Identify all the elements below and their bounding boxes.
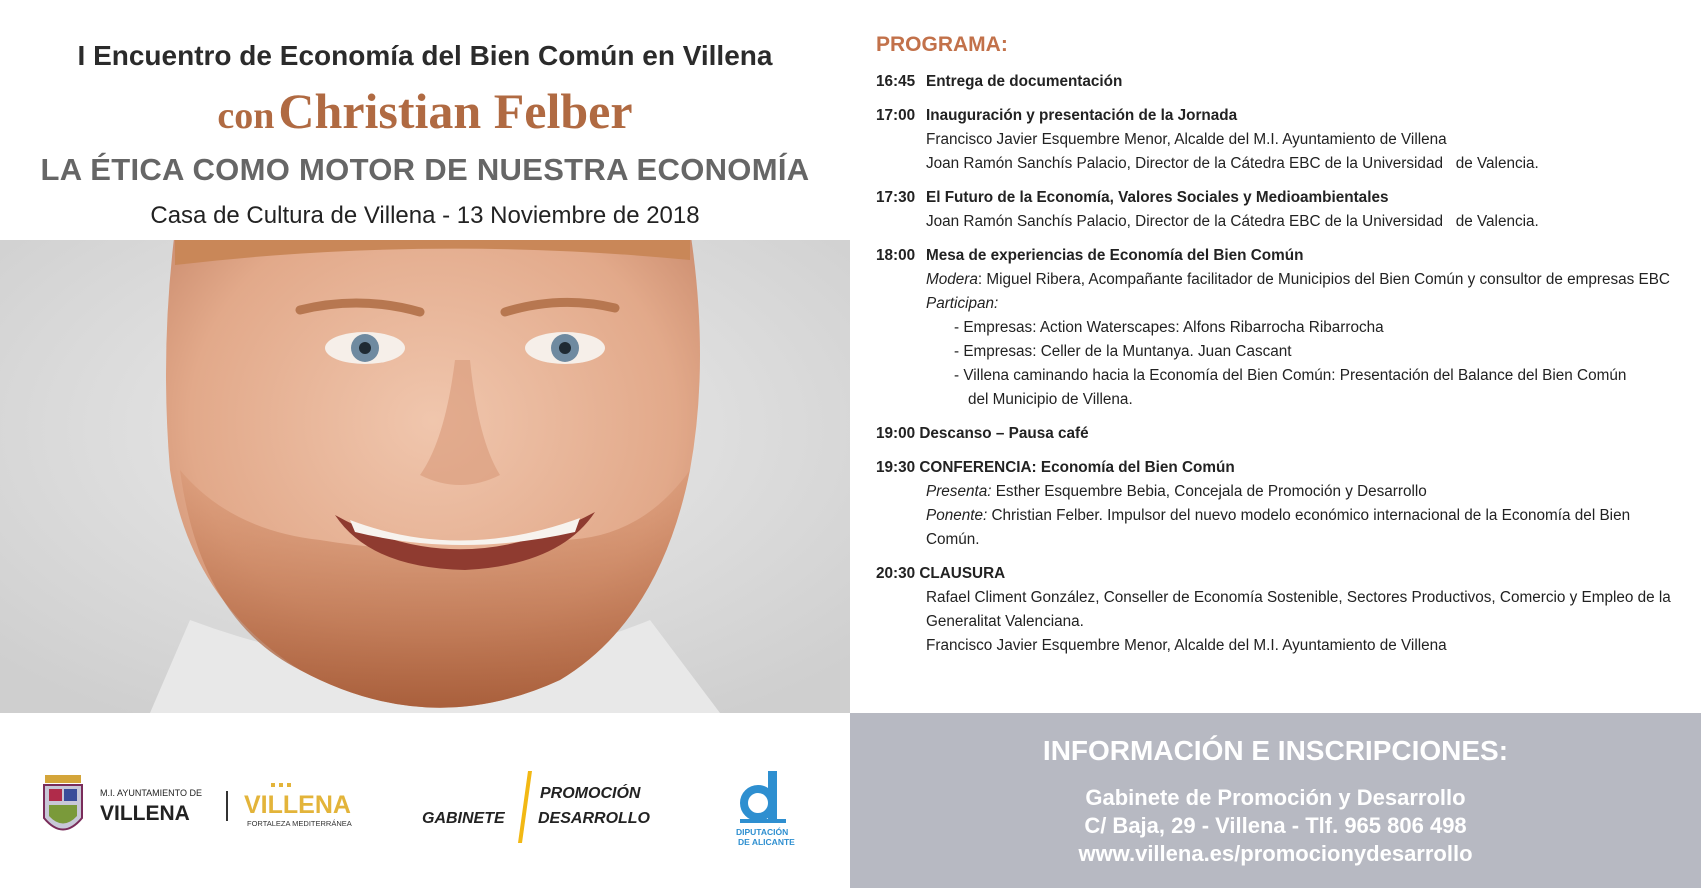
program-item [876, 456, 1676, 552]
gabinete-slash-icon [518, 771, 532, 843]
item-title: Mesa de experiencias de Economía del Bien Común [926, 247, 1304, 264]
item-detail: Joan Ramón Sanchís Palacio, Director de la Cátedra EBC de la Universidad de Valencia. [926, 213, 1539, 230]
event-title: I Encuentro de Economía del Bien Común en Villena [77, 40, 773, 71]
villena-dots-icon [271, 783, 291, 787]
villena-brand: VILLENA [244, 791, 351, 819]
diputacion-line2: DE ALICANTE [738, 837, 795, 847]
participan-label: Participan: [926, 295, 999, 312]
info-heading: INFORMACIÓN E INSCRIPCIONES: [1042, 735, 1509, 766]
promocion-label: PROMOCIÓN [540, 785, 641, 802]
speaker-name: Christian Felber [278, 83, 633, 139]
ayuntamiento-big: VILLENA [100, 802, 190, 825]
event-subtitle: LA ÉTICA COMO MOTOR DE NUESTRA ECONOMÍA [40, 152, 810, 187]
item-detail: Francisco Javier Esquembre Menor, Alcalde del M.I. Ayuntamiento de Villena [926, 637, 1447, 654]
item-detail [876, 504, 1676, 552]
item-detail: Rafael Climent González, Conseller de Economía Sostenible, Sectores Productivos, Comercio y Empleo de la Generalitat Valenciana. [926, 589, 1671, 630]
info-website[interactable]: www.villena.es/promocionydesarrollo [1078, 841, 1473, 866]
item-time: 17:00 [876, 107, 916, 124]
ponente-text: Christian Felber. Impulsor del nuevo modelo económico internacional de la Economía del Bien Común. [926, 507, 1631, 548]
item-title: Inauguración y presentación de la Jornada [926, 107, 1238, 124]
left-panel [0, 0, 850, 888]
item-detail [876, 292, 1676, 316]
desarrollo-label: DESARROLLO [538, 810, 650, 827]
participant: - Villena caminando hacia la Economía del Bien Común: Presentación del Balance del Bien Común [954, 367, 1627, 384]
event-venue-date: Casa de Cultura de Villena - 13 Noviembre de 2018 [150, 202, 700, 229]
item-title: Entrega de documentación [926, 73, 1123, 90]
program-panel [850, 0, 1701, 713]
program-item [876, 186, 1676, 234]
speaker-portrait-illustration [0, 240, 850, 713]
logo-divider [226, 791, 228, 821]
sponsor-logos-strip [0, 713, 850, 888]
item-time: 16:45 [876, 73, 916, 90]
sponsor-logos [0, 713, 850, 888]
diputacion-line1: DIPUTACIÓN [736, 827, 789, 837]
ayuntamiento-small: M.I. AYUNTAMIENTO DE [100, 788, 203, 798]
item-time: 18:00 [876, 247, 916, 264]
info-office: Gabinete de Promoción y Desarrollo [1085, 785, 1466, 810]
modera-label: Modera [926, 271, 978, 288]
presenta-text: Esther Esquembre Bebia, Concejala de Promoción y Desarrollo [991, 483, 1427, 500]
speaker-con: con [217, 95, 275, 137]
villena-tagline: FORTALEZA MEDITERRÁNEA [247, 819, 352, 828]
info-panel [850, 713, 1701, 888]
item-title: 20:30 CLAUSURA [876, 565, 1006, 582]
program-item [876, 104, 1676, 176]
item-title: 19:30 CONFERENCIA: Economía del Bien Común [876, 459, 1235, 476]
participant: del Municipio de Villena. [968, 391, 1133, 408]
gabinete-label: GABINETE [422, 810, 505, 827]
item-detail: Francisco Javier Esquembre Menor, Alcalde del M.I. Ayuntamiento de Villena [926, 131, 1447, 148]
item-title: El Futuro de la Economía, Valores Sociales y Medioambientales [926, 189, 1389, 206]
ponente-label: Ponente: [926, 507, 988, 524]
modera-text: : Miguel Ribera, Acompañante facilitador de Municipios del Bien Común y consultor de empresas EBC [977, 271, 1670, 288]
item-detail [876, 268, 1676, 292]
program-item [876, 70, 1676, 94]
item-detail [876, 480, 1676, 504]
info-address: C/ Baja, 29 - Villena - Tlf. 965 806 498 [1084, 813, 1467, 838]
speaker-photo [0, 240, 850, 713]
program-heading: PROGRAMA: [876, 33, 1008, 56]
ayuntamiento-shield-icon [44, 775, 82, 830]
program-list [876, 70, 1676, 668]
participant: - Empresas: Celler de la Muntanya. Juan Cascant [954, 343, 1292, 360]
program-item [876, 244, 1676, 412]
speaker-title [0, 82, 850, 140]
program-item [876, 422, 1676, 446]
presenta-label: Presenta: [926, 483, 992, 500]
item-time: 17:30 [876, 189, 916, 206]
diputacion-logo-icon [740, 771, 786, 823]
item-title: 19:00 Descanso – Pausa café [876, 425, 1089, 442]
item-detail: Joan Ramón Sanchís Palacio, Director de la Cátedra EBC de la Universidad de Valencia. [926, 155, 1539, 172]
participant: - Empresas: Action Waterscapes: Alfons Ribarrocha Ribarrocha [954, 319, 1384, 336]
program-item [876, 562, 1676, 658]
